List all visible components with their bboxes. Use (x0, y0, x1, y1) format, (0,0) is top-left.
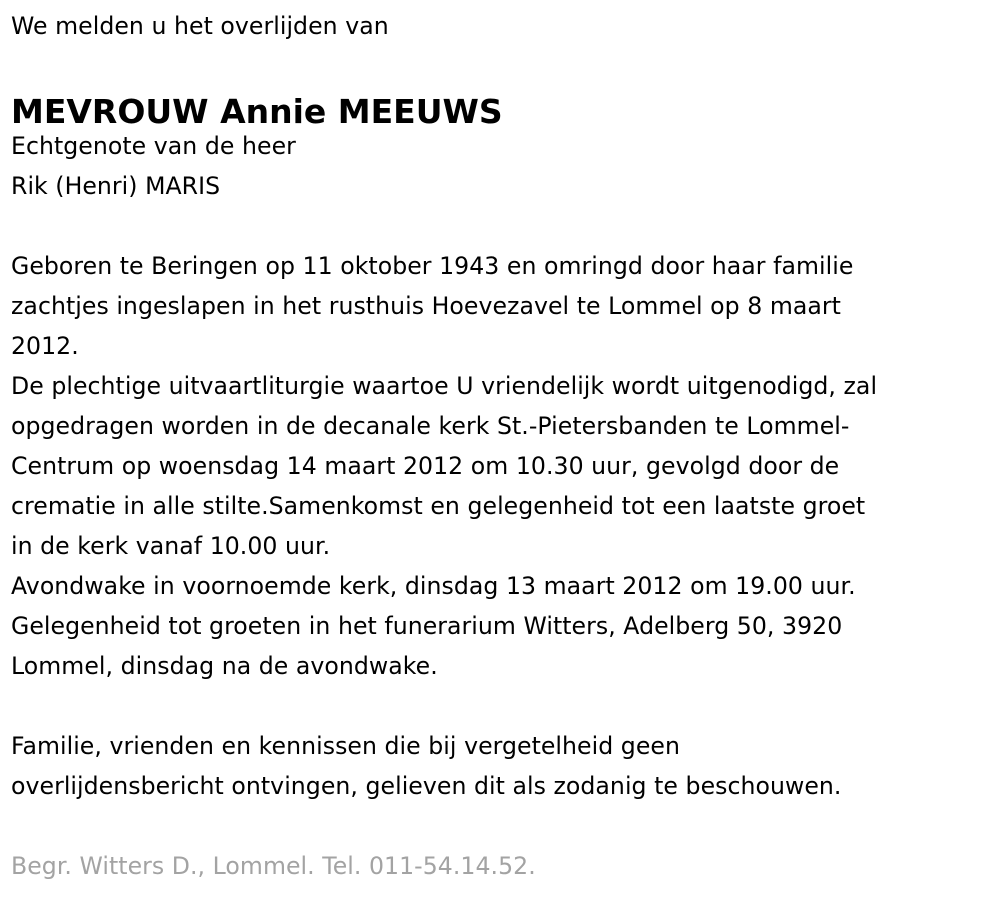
closing-line: overlijdensbericht ontvingen, gelieven dit als zodanig te beschouwen. (11, 772, 842, 800)
body-line: 2012. (11, 332, 79, 360)
body-line: De plechtige uitvaartliturgie waartoe U vriendelijk wordt uitgenodigd, zal (11, 372, 878, 400)
spacer (11, 206, 990, 246)
spacer (11, 806, 990, 846)
spouse-line-1: Echtgenote van de heer (11, 132, 296, 160)
body-line: Gelegenheid tot groeten in het funerarium Witters, Adelberg 50, 3920 (11, 612, 843, 640)
body-line: opgedragen worden in de decanale kerk St.-Pietersbanden te Lommel- (11, 412, 850, 440)
body-line: in de kerk vanaf 10.00 uur. (11, 532, 331, 560)
spacer (11, 686, 990, 726)
intro-text: We melden u het overlijden van (11, 12, 389, 40)
closing-line: Familie, vrienden en kennissen die bij vergetelheid geen (11, 732, 680, 760)
body-line: Avondwake in voornoemde kerk, dinsdag 13 maart 2012 om 19.00 uur. (11, 572, 856, 600)
funeral-director-footer: Begr. Witters D., Lommel. Tel. 011-54.14.52. (11, 852, 536, 880)
notice-body (11, 246, 990, 686)
body-line: crematie in alle stilte.Samenkomst en gelegenheid tot een laatste groet (11, 492, 866, 520)
closing-text (11, 726, 990, 806)
body-line: Geboren te Beringen op 11 oktober 1943 en omringd door haar familie (11, 252, 854, 280)
deceased-name: MEVROUW Annie MEEUWS (11, 92, 503, 131)
body-line: zachtjes ingeslapen in het rusthuis Hoevezavel te Lommel op 8 maart (11, 292, 841, 320)
body-line: Centrum op woensdag 14 maart 2012 om 10.30 uur, gevolgd door de (11, 452, 840, 480)
body-line: Lommel, dinsdag na de avondwake. (11, 652, 438, 680)
spouse-line-2: Rik (Henri) MARIS (11, 172, 221, 200)
